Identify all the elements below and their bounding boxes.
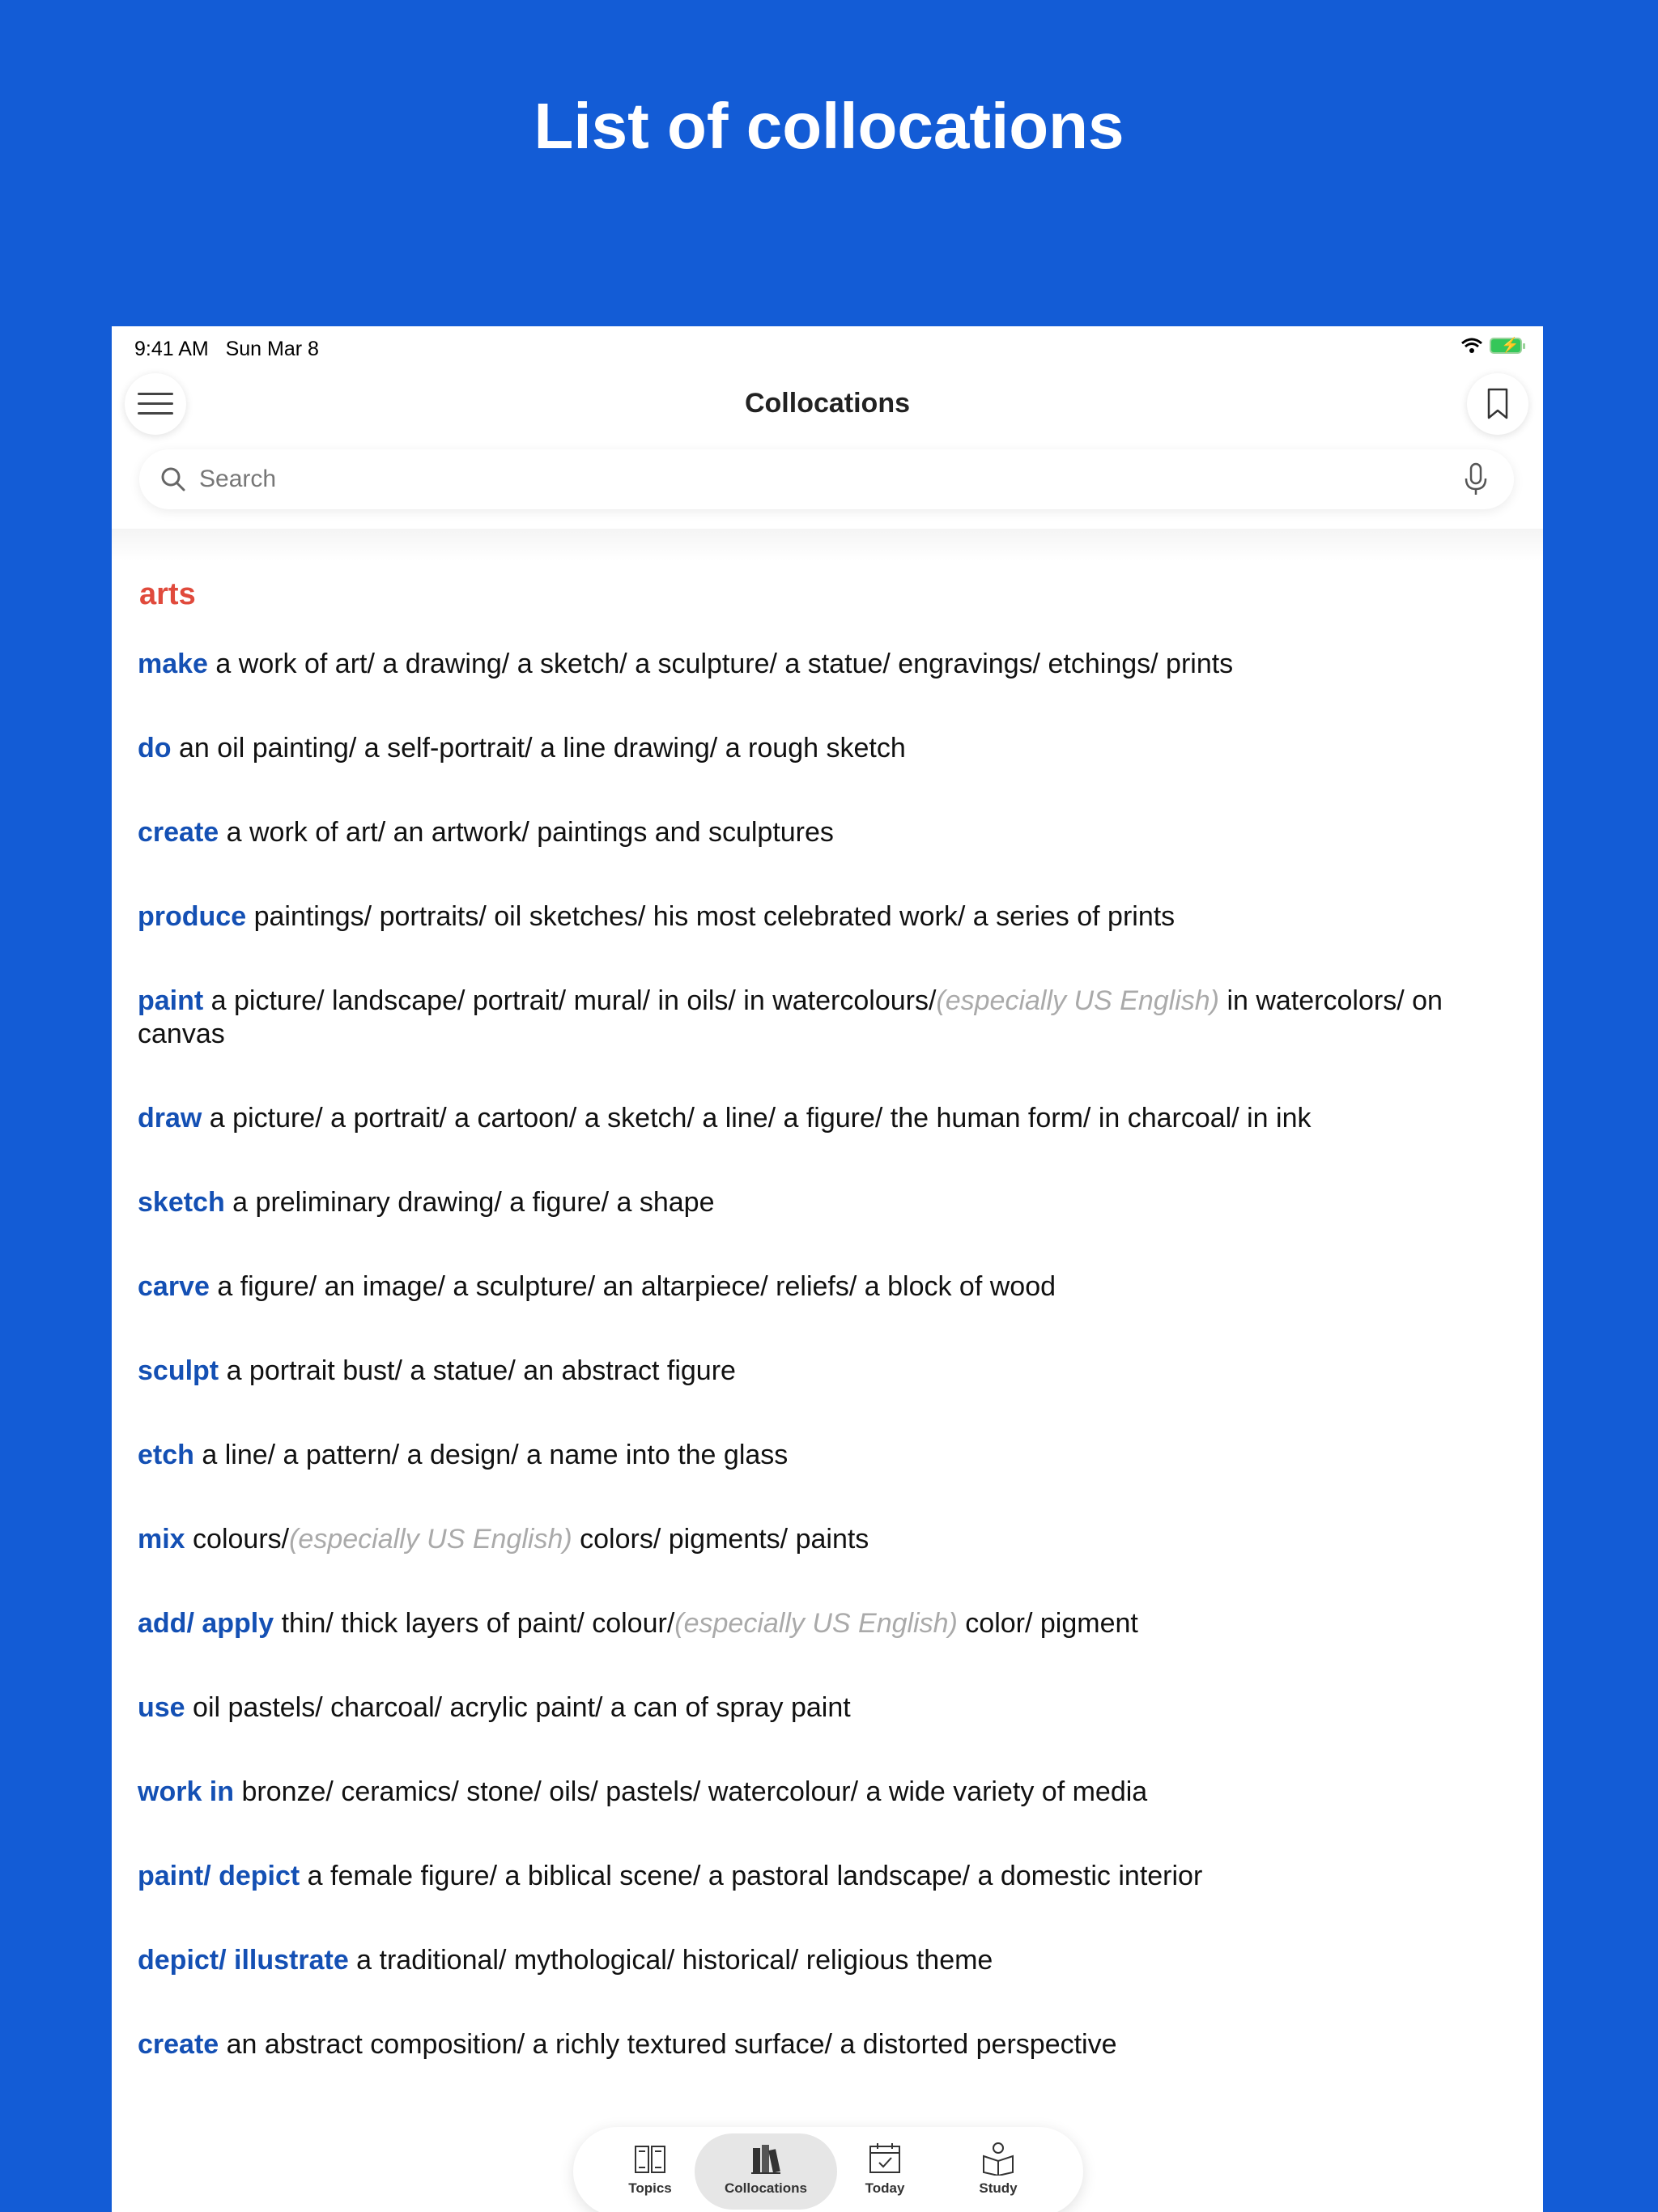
- search-input[interactable]: [198, 465, 1462, 494]
- list-item[interactable]: [138, 1944, 1522, 1977]
- collocation-verb: paint/ depict: [138, 1861, 300, 1891]
- collocation-verb: make: [138, 649, 208, 679]
- collocation-text: colours/: [185, 1524, 290, 1555]
- list-item[interactable]: [138, 1860, 1522, 1893]
- collocation-verb: draw: [138, 1103, 202, 1134]
- microphone-icon[interactable]: [1462, 462, 1490, 496]
- search-bar[interactable]: [139, 449, 1514, 509]
- list-item[interactable]: [138, 1186, 1522, 1219]
- collocation-text: paintings/ portraits/ oil sketches/ his most celebrated work/ a series of prints: [246, 901, 1175, 932]
- collocation-verb: do: [138, 733, 172, 764]
- calendar-icon: [867, 2140, 903, 2176]
- collocation-verb: add/ apply: [138, 1608, 274, 1639]
- collocation-text: thin/ thick layers of paint/ colour/: [274, 1608, 675, 1639]
- tab-label: Topics: [628, 2180, 672, 2196]
- list-item[interactable]: [138, 816, 1522, 849]
- status-date: Sun Mar 8: [225, 338, 319, 360]
- collocation-verb: etch: [138, 1440, 194, 1470]
- collocation-text: bronze/ ceramics/ stone/ oils/ pastels/ watercolour/ a wide variety of media: [234, 1776, 1148, 1807]
- list-item[interactable]: [138, 900, 1522, 934]
- list-item[interactable]: [138, 2028, 1522, 2061]
- section-title: arts: [139, 577, 196, 611]
- collocation-text: an oil painting/ a self-portrait/ a line drawing/ a rough sketch: [171, 733, 906, 764]
- tab-collocations[interactable]: [695, 2133, 837, 2210]
- tab-label: Collocations: [724, 2180, 807, 2196]
- list-item[interactable]: [138, 1691, 1522, 1725]
- collocation-text-tail: in watercolors/ on canvas: [138, 985, 1443, 1049]
- app-screen: [112, 326, 1543, 2212]
- bookmark-icon: [1486, 388, 1509, 420]
- usage-note: (especially US English): [936, 985, 1219, 1016]
- collocation-text-tail: color/ pigment: [957, 1608, 1138, 1639]
- collocation-verb: create: [138, 2029, 219, 2060]
- collocation-verb: create: [138, 817, 219, 848]
- collocation-verb: mix: [138, 1524, 185, 1555]
- list-item[interactable]: [138, 1439, 1522, 1472]
- collocation-text: a portrait bust/ a statue/ an abstract figure: [219, 1355, 736, 1386]
- collocations-icon: [748, 2140, 784, 2176]
- wifi-icon: [1460, 337, 1483, 355]
- collocation-list: [138, 577, 1522, 2112]
- nav-bar: [112, 372, 1543, 436]
- collocation-text: an abstract composition/ a richly textured surface/ a distorted perspective: [219, 2029, 1117, 2060]
- collocation-verb: carve: [138, 1271, 210, 1302]
- collocation-text: a work of art/ a drawing/ a sketch/ a sculpture/ a statue/ engravings/ etchings/ prints: [207, 649, 1234, 679]
- collocation-text: a line/ a pattern/ a design/ a name into the glass: [193, 1440, 789, 1470]
- tab-study[interactable]: [954, 2133, 1043, 2210]
- collocation-verb: depict/ illustrate: [138, 1945, 349, 1976]
- collocation-text: a female figure/ a biblical scene/ a pastoral landscape/ a domestic interior: [300, 1861, 1203, 1891]
- status-bar: [112, 326, 1543, 372]
- list-item[interactable]: [138, 1270, 1522, 1304]
- collocation-text: a work of art/ an artwork/ paintings and sculptures: [219, 817, 834, 848]
- page-title: Collocations: [744, 388, 911, 419]
- battery-charging-icon: ⚡: [1490, 338, 1522, 354]
- list-item[interactable]: [138, 985, 1522, 1051]
- collocation-verb: sketch: [138, 1187, 225, 1218]
- collocation-text: a figure/ an image/ a sculpture/ an altarpiece/ reliefs/ a block of wood: [209, 1271, 1056, 1302]
- topics-icon: [632, 2140, 668, 2176]
- usage-note: (especially US English): [674, 1608, 958, 1639]
- promo-headline: List of collocations: [534, 90, 1124, 162]
- tab-label: Study: [979, 2180, 1018, 2196]
- study-icon: [980, 2140, 1016, 2176]
- collocation-text: a picture/ landscape/ portrait/ mural/ in oils/ in watercolours/: [203, 985, 937, 1016]
- collocation-verb: produce: [138, 901, 247, 932]
- tab-bar: [573, 2127, 1083, 2212]
- usage-note: (especially US English): [289, 1524, 572, 1555]
- collocation-verb: work in: [138, 1776, 235, 1807]
- list-item[interactable]: [138, 1523, 1522, 1556]
- status-time: 9:41 AM: [134, 338, 209, 360]
- collocation-text: a traditional/ mythological/ historical/ religious theme: [348, 1945, 993, 1976]
- collocation-text: oil pastels/ charcoal/ acrylic paint/ a can of spray paint: [185, 1692, 851, 1723]
- bookmark-button[interactable]: [1467, 373, 1528, 435]
- tab-label: Today: [865, 2180, 905, 2196]
- list-item[interactable]: [138, 1355, 1522, 1388]
- search-icon: [159, 465, 188, 494]
- collocation-text-tail: colors/ pigments/ paints: [572, 1524, 869, 1555]
- tab-today[interactable]: [840, 2133, 929, 2210]
- collocation-verb: paint: [138, 985, 204, 1016]
- collocation-verb: use: [138, 1692, 185, 1723]
- list-item[interactable]: [138, 732, 1522, 765]
- collocation-verb: sculpt: [138, 1355, 219, 1386]
- collocation-text: a picture/ a portrait/ a cartoon/ a sketch/ a line/ a figure/ the human form/ in charcoal/ in ink: [202, 1103, 1312, 1134]
- list-item[interactable]: [138, 1776, 1522, 1809]
- collocation-text: a preliminary drawing/ a figure/ a shape: [224, 1187, 715, 1218]
- list-item[interactable]: [138, 1607, 1522, 1640]
- tab-topics[interactable]: [606, 2133, 695, 2210]
- list-item[interactable]: [138, 1102, 1522, 1135]
- list-item[interactable]: [138, 648, 1522, 681]
